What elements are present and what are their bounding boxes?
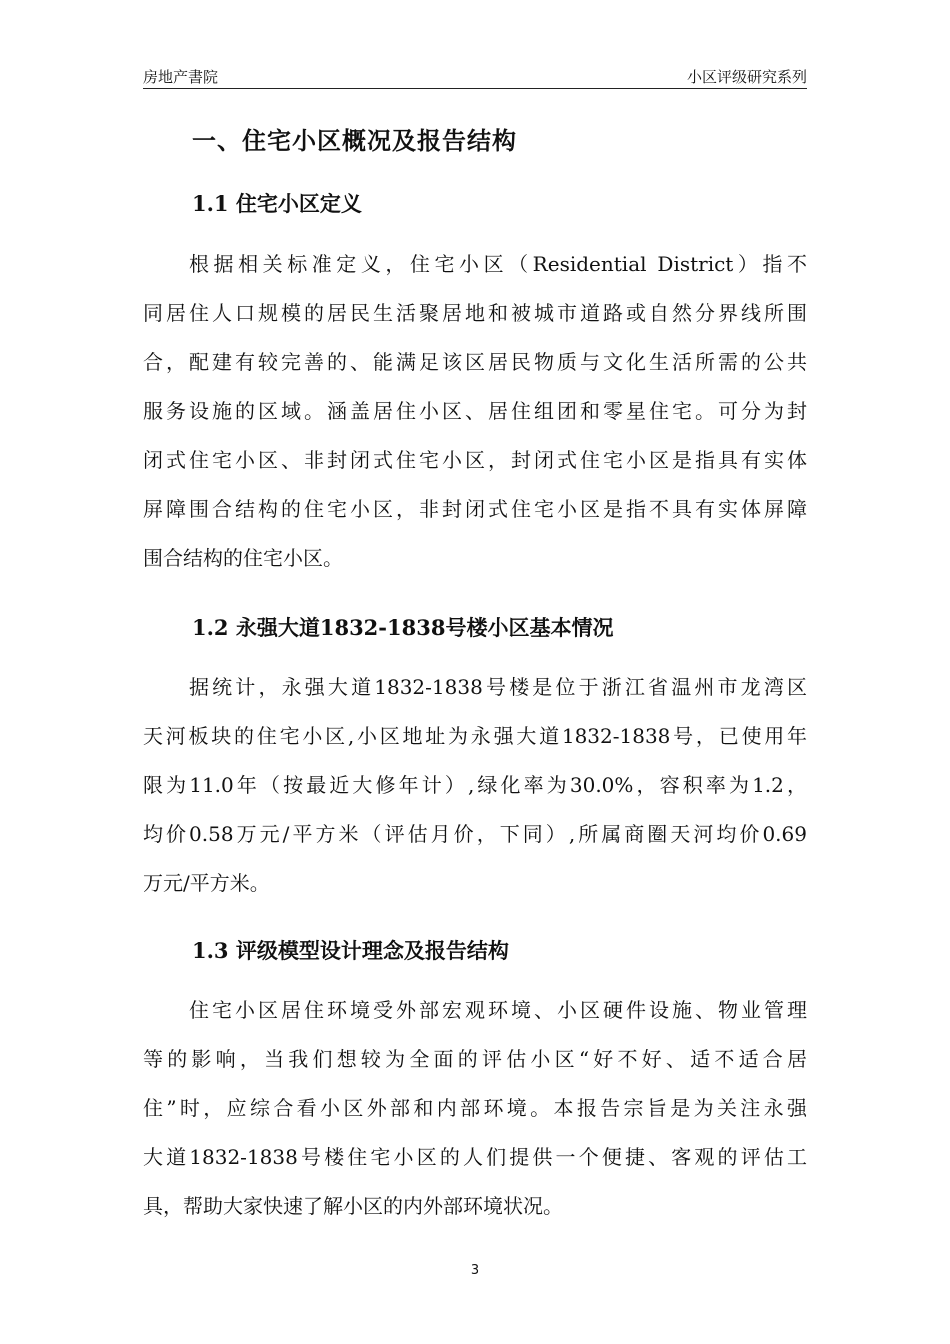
paragraph-line: 根据相关标准定义，住宅小区（Residential District）指不 bbox=[189, 252, 807, 276]
paragraph-line: 天河板块的住宅小区,小区地址为永强大道1832-1838号，已使用年 bbox=[143, 724, 807, 748]
section-paragraph-1-2 bbox=[143, 663, 807, 908]
paragraph-line: 等的影响，当我们想较为全面的评估小区“好不好、适不适合居 bbox=[143, 1047, 807, 1071]
paragraph-line: 同居住人口规模的居民生活聚居地和被城市道路或自然分界线所围 bbox=[143, 301, 807, 325]
paragraph-line: 大道1832-1838号楼住宅小区的人们提供一个便捷、客观的评估工 bbox=[143, 1145, 807, 1169]
paragraph-line: 住宅小区居住环境受外部宏观环境、小区硬件设施、物业管理 bbox=[189, 998, 807, 1022]
paragraph-line: 据统计，永强大道1832-1838号楼是位于浙江省温州市龙湾区 bbox=[189, 675, 807, 699]
section-paragraph-1-1 bbox=[143, 240, 807, 583]
chapter-title: 一、住宅小区概况及报告结构 bbox=[192, 126, 517, 155]
section-heading-1-2: 1.2 永强大道1832-1838号楼小区基本情况 bbox=[192, 615, 614, 640]
paragraph-line: 限为11.0年（按最近大修年计）,绿化率为30.0%，容积率为1.2， bbox=[143, 773, 807, 797]
paragraph-line: 闭式住宅小区、非封闭式住宅小区，封闭式住宅小区是指具有实体 bbox=[143, 448, 807, 472]
paragraph-line: 均价0.58万元/平方米（评估月价，下同）,所属商圈天河均价0.69 bbox=[143, 822, 807, 846]
paragraph-line: 围合结构的住宅小区。 bbox=[143, 546, 343, 570]
section-paragraph-1-3 bbox=[143, 986, 807, 1231]
paragraph-line: 屏障围合结构的住宅小区，非封闭式住宅小区是指不具有实体屏障 bbox=[143, 497, 807, 521]
paragraph-line: 合，配建有较完善的、能满足该区居民物质与文化生活所需的公共 bbox=[143, 350, 807, 374]
section-heading-1-3: 1.3 评级模型设计理念及报告结构 bbox=[192, 938, 509, 963]
section-heading-1-1: 1.1 住宅小区定义 bbox=[192, 191, 362, 216]
page-header bbox=[143, 66, 807, 89]
page-number: 3 bbox=[470, 1263, 480, 1278]
paragraph-line: 具，帮助大家快速了解小区的内外部环境状况。 bbox=[143, 1194, 563, 1218]
header-left-text: 房地产書院 bbox=[143, 68, 219, 86]
paragraph-line: 住”时，应综合看小区外部和内部环境。本报告宗旨是为关注永强 bbox=[143, 1096, 807, 1120]
paragraph-line: 服务设施的区域。涵盖居住小区、居住组团和零星住宅。可分为封 bbox=[143, 399, 807, 423]
header-right-text: 小区评级研究系列 bbox=[686, 68, 807, 86]
paragraph-line: 万元/平方米。 bbox=[143, 871, 270, 895]
